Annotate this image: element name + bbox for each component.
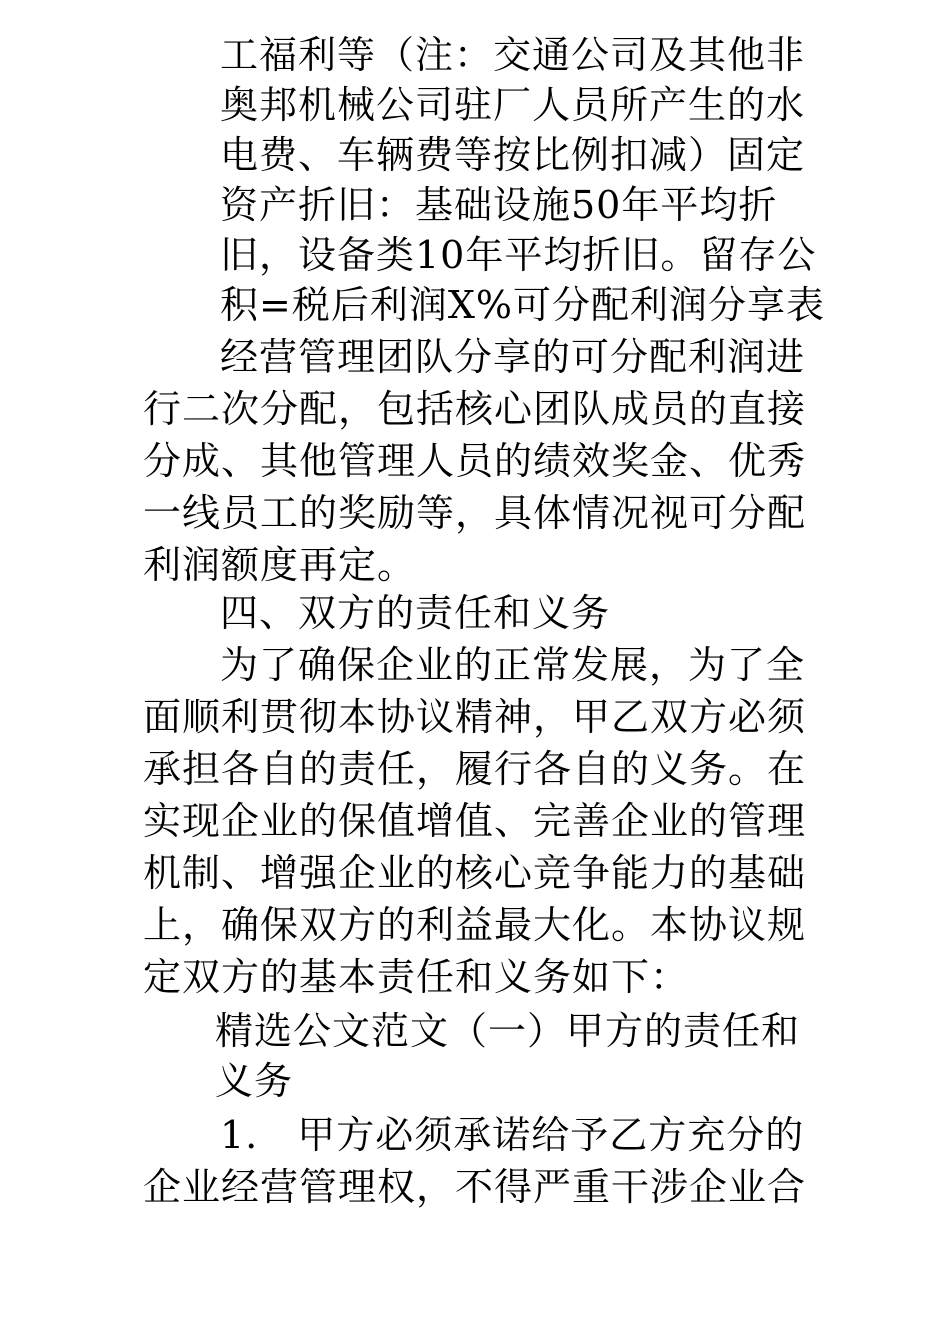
text-line: 定双方的基本责任和义务如下：: [143, 955, 690, 999]
section-heading: 四、双方的责任和义务: [220, 591, 611, 635]
text-line: 企业经营管理权，不得严重干涉企业合: [143, 1165, 807, 1209]
numbered-item-first-line: 1. 甲方必须承诺给予乙方充分的: [220, 1113, 805, 1157]
text-line: 分成、其他管理人员的绩效奖金、优秀: [143, 439, 807, 483]
subsection-heading: 精选公文范文（一）甲方的责任和: [215, 1009, 801, 1053]
paragraph-first-line: 为了确保企业的正常发展，为了全: [220, 643, 806, 687]
text-line: 工福利等（注：交通公司及其他非: [220, 33, 806, 77]
paragraph-first-line: 经营管理团队分享的可分配利润进: [220, 335, 806, 379]
text-line: 承担各自的责任，履行各自的义务。在: [143, 747, 807, 791]
text-line: 上，确保双方的利益最大化。本协议规: [143, 903, 807, 947]
text-line: 机制、增强企业的核心竞争能力的基础: [143, 851, 807, 895]
subsection-heading: 义务: [215, 1059, 294, 1103]
text-line: 面顺利贯彻本协议精神，甲乙双方必须: [143, 695, 807, 739]
text-line: 行二次分配，包括核心团队成员的直接: [143, 387, 807, 431]
text-line: 实现企业的保值增值、完善企业的管理: [143, 799, 807, 843]
text-line: 旧，设备类10年平均折旧。留存公: [220, 233, 817, 277]
text-line: 电费、车辆费等按比例扣减）固定: [220, 133, 806, 177]
text-line: 一线员工的奖励等，具体情况视可分配: [143, 491, 807, 535]
text-line: 资产折旧：基础设施50年平均折: [220, 183, 778, 227]
text-line: 利润额度再定。: [143, 543, 417, 587]
text-line: 奥邦机械公司驻厂人员所产生的水: [220, 83, 806, 127]
text-line: 积=税后利润X%可分配利润分享表: [220, 283, 826, 327]
